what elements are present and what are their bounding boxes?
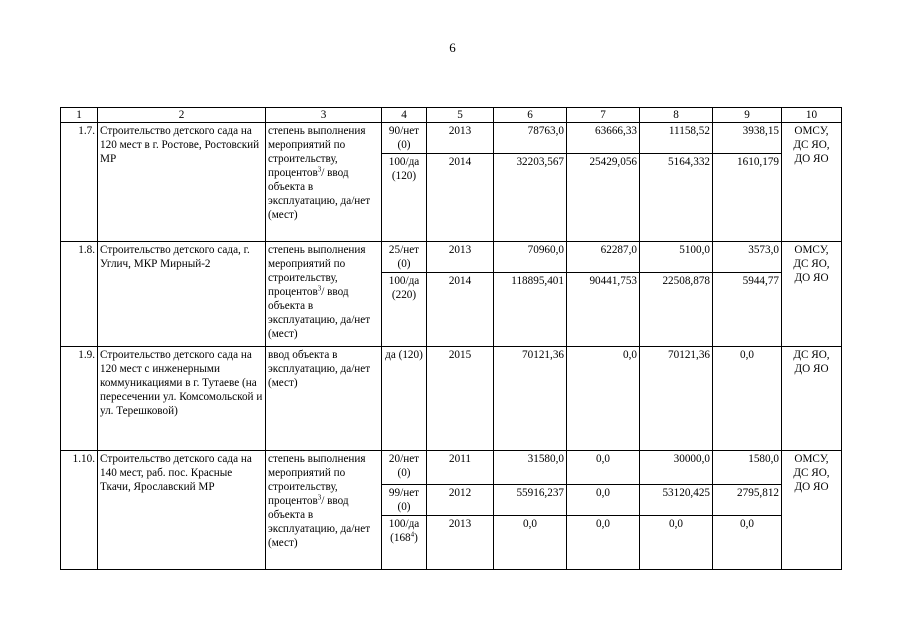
header-cell: 9 [713, 108, 782, 123]
indicator-value: 100/да (120) [382, 154, 427, 242]
amount-col8: 22508,878 [640, 273, 713, 347]
row-number: 1.10. [61, 451, 98, 570]
header-cell: 1 [61, 108, 98, 123]
amount-col9: 3938,15 [713, 123, 782, 154]
amount-col7: 62287,0 [567, 242, 640, 273]
indicator: степень выполнения мероприятий по строительству, процентов$^3$/ ввод объекта в эксплуатацию, да/нет (мест) [266, 451, 382, 570]
amount-col7: 63666,33 [567, 123, 640, 154]
year: 2013 [427, 242, 494, 273]
amount-col8: 0,0 [640, 516, 713, 570]
amount-col9: 5944,77 [713, 273, 782, 347]
amount-total: 70960,0 [494, 242, 567, 273]
amount-col9: 3573,0 [713, 242, 782, 273]
header-cell: 4 [382, 108, 427, 123]
amount-total: 118895,401 [494, 273, 567, 347]
indicator: степень выполнения мероприятий по строительству, процентов$^3$/ ввод объекта в эксплуатацию, да/нет (мест) [266, 242, 382, 347]
indicator-value: 25/нет (0) [382, 242, 427, 273]
indicator-value: 90/нет (0) [382, 123, 427, 154]
year: 2012 [427, 485, 494, 516]
row-number: 1.8. [61, 242, 98, 347]
amount-col7: 25429,056 [567, 154, 640, 242]
amount-col7: 0,0 [567, 451, 640, 485]
executors: ОМСУ, ДС ЯО, ДО ЯО [782, 451, 842, 570]
amount-total: 70121,36 [494, 347, 567, 451]
amount-col9: 2795,812 [713, 485, 782, 516]
executors: ОМСУ, ДС ЯО, ДО ЯО [782, 242, 842, 347]
amount-total: 32203,567 [494, 154, 567, 242]
program-table [60, 107, 842, 570]
amount-col8: 5164,332 [640, 154, 713, 242]
amount-col8: 53120,425 [640, 485, 713, 516]
executors: ДС ЯО, ДО ЯО [782, 347, 842, 451]
page-number: 6 [449, 40, 456, 55]
amount-col8: 30000,0 [640, 451, 713, 485]
indicator-value: да (120) [382, 347, 427, 451]
amount-col8: 11158,52 [640, 123, 713, 154]
table-row [61, 123, 842, 154]
indicator-value: 99/нет (0) [382, 485, 427, 516]
amount-total: 31580,0 [494, 451, 567, 485]
year: 2013 [427, 123, 494, 154]
header-cell: 5 [427, 108, 494, 123]
object-name: Строительство детского сада на 120 мест в г. Ростове, Ростовский МР [98, 123, 266, 242]
header-cell: 10 [782, 108, 842, 123]
amount-col7: 90441,753 [567, 273, 640, 347]
year: 2014 [427, 273, 494, 347]
year: 2015 [427, 347, 494, 451]
amount-col8: 70121,36 [640, 347, 713, 451]
header-cell: 8 [640, 108, 713, 123]
amount-total: 55916,237 [494, 485, 567, 516]
indicator-value: 100/да (220) [382, 273, 427, 347]
amount-col7: 0,0 [567, 485, 640, 516]
indicator: ввод объекта в эксплуатацию, да/нет (мест) [266, 347, 382, 451]
table-row [61, 451, 842, 485]
header-row [61, 108, 842, 123]
indicator-value: 100/да $(168^4)$ [382, 516, 427, 570]
object-name: Строительство детского сада, г. Углич, МКР Мирный-2 [98, 242, 266, 347]
amount-col7: 0,0 [567, 347, 640, 451]
year: 2013 [427, 516, 494, 570]
amount-total: 78763,0 [494, 123, 567, 154]
header-cell: 2 [98, 108, 266, 123]
year: 2011 [427, 451, 494, 485]
amount-col9: 1610,179 [713, 154, 782, 242]
header-cell: 6 [494, 108, 567, 123]
table-row [61, 347, 842, 451]
executors: ОМСУ, ДС ЯО, ДО ЯО [782, 123, 842, 242]
amount-col7: 0,0 [567, 516, 640, 570]
header-cell: 7 [567, 108, 640, 123]
amount-col9: 1580,0 [713, 451, 782, 485]
object-name: Строительство детского сада на 120 мест с инженерными коммуникациями в г. Тутаеве (на пересечении ул. Комсомольской и ул. Терешковой) [98, 347, 266, 451]
table-row [61, 242, 842, 273]
amount-total: 0,0 [494, 516, 567, 570]
amount-col9: 0,0 [713, 347, 782, 451]
row-number: 1.9. [61, 347, 98, 451]
amount-col9: 0,0 [713, 516, 782, 570]
object-name: Строительство детского сада на 140 мест, раб. пос. Красные Ткачи, Ярославский МР [98, 451, 266, 570]
year: 2014 [427, 154, 494, 242]
header-cell: 3 [266, 108, 382, 123]
amount-col8: 5100,0 [640, 242, 713, 273]
row-number: 1.7. [61, 123, 98, 242]
indicator-value: 20/нет (0) [382, 451, 427, 485]
indicator: степень выполнения мероприятий по строительству, процентов$^3$/ ввод объекта в эксплуатацию, да/нет (мест) [266, 123, 382, 242]
